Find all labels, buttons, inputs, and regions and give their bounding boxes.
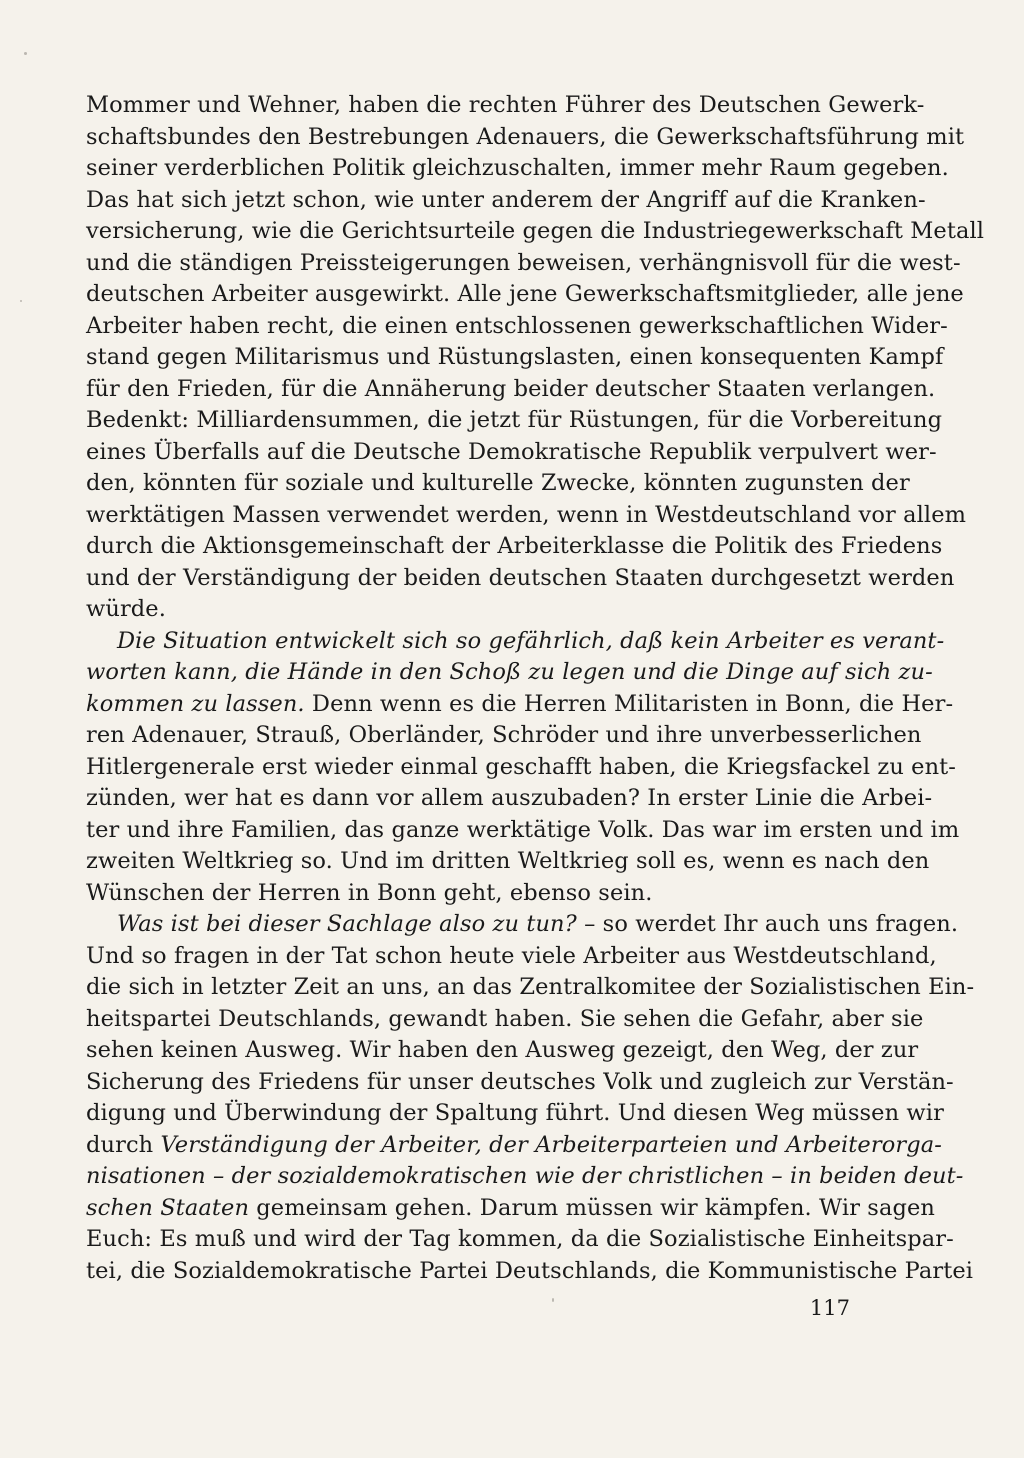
text-run: schaftsbundes den Bestrebungen Adenauers, die Gewerkschaftsführung mit	[86, 123, 965, 150]
text-line	[86, 153, 949, 185]
text-run: Sicherung des Friedens für unser deutsches Volk und zugleich zur Verstän-	[86, 1068, 954, 1095]
text-run: ter und ihre Familien, das ganze werktätige Volk. Das war im ersten und im	[86, 816, 960, 843]
text-line	[86, 594, 856, 626]
text-line	[86, 563, 955, 595]
text-run: heitspartei Deutschlands, gewandt haben. Sie sehen die Gefahr, aber sie	[86, 1005, 924, 1032]
text-line	[86, 342, 944, 374]
text-line	[86, 311, 948, 343]
text-line	[86, 405, 943, 437]
text-line	[86, 752, 957, 784]
text-run: durch die Aktionsgemeinschaft der Arbeiterklasse die Politik des Friedens	[86, 533, 943, 559]
text-run: Arbeiter haben recht, die einen entschlossenen gewerkschaftlichen Wider-	[86, 312, 948, 339]
text-run: Mommer und Wehner, haben die rechten Führer des Deutschen Gewerk-	[86, 92, 925, 118]
text-line	[86, 216, 985, 248]
text-run: und die ständigen Preissteigerungen beweisen, verhängnisvoll für die west-	[86, 249, 961, 276]
text-run: für den Frieden, für die Annäherung beider deutscher Staaten verlangen.	[86, 375, 936, 402]
text-line	[86, 846, 930, 878]
text-line	[86, 972, 975, 1004]
text-line	[86, 531, 943, 563]
text-run: sehen keinen Ausweg. Wir haben den Ausweg gezeigt, den Weg, der zur	[86, 1037, 919, 1063]
text-run: den, könnten für soziale und kulturelle Zwecke, könnten zugunsten der	[86, 470, 910, 496]
italic-text: Was ist bei dieser Sachlage also zu tun?	[117, 911, 577, 937]
text-line	[86, 909, 959, 941]
text-line	[86, 122, 965, 154]
italic-text: worten kann, die Hände in den Schoß zu legen und die Dinge auf sich zu-	[86, 659, 933, 685]
text-run: Euch: Es muß und wird der Tag kommen, da die Sozialistische Einheitspar-	[86, 1226, 954, 1252]
text-run: zünden, wer hat es dann vor allem auszubaden? In erster Linie die Arbei-	[86, 785, 933, 811]
text-line	[86, 1035, 919, 1067]
text-line	[86, 248, 961, 280]
text-run: eines Überfalls auf die Deutsche Demokratische Republik verpulvert wer-	[86, 438, 937, 465]
text-run: tei, die Sozialdemokratische Partei Deutschlands, die Kommunistische Partei	[86, 1257, 974, 1284]
text-run: und der Verständigung der beiden deutschen Staaten durchgesetzt werden	[86, 564, 955, 591]
text-run: Hitlergenerale erst wieder einmal geschafft haben, die Kriegsfackel zu ent-	[86, 753, 957, 780]
text-run: seiner verderblichen Politik gleichzuschalten, immer mehr Raum gegeben.	[86, 155, 949, 181]
text-line	[86, 1130, 942, 1162]
italic-text: kommen zu lassen.	[86, 690, 305, 717]
text-line	[86, 783, 933, 815]
paper-speck	[24, 52, 27, 55]
text-line	[86, 279, 964, 311]
text-line	[86, 1224, 954, 1256]
text-line	[86, 815, 960, 847]
page-number: 117	[809, 1296, 850, 1320]
text-run: deutschen Arbeiter ausgewirkt. Alle jene Gewerkschaftsmitglieder, alle jene	[86, 281, 964, 307]
paragraph	[86, 909, 975, 1287]
text-line	[86, 185, 926, 217]
text-line	[86, 90, 925, 122]
text-line	[86, 374, 936, 406]
text-run: zweiten Weltkrieg so. Und im dritten Weltkrieg soll es, wenn es nach den	[86, 848, 930, 874]
paragraph	[86, 90, 985, 626]
text-run: Das hat sich jetzt schon, wie unter anderem der Angriff auf die Kranken-	[86, 186, 926, 213]
text-line	[86, 878, 856, 910]
text-run: digung und Überwindung der Spaltung führt. Und diesen Weg müssen wir	[86, 1100, 944, 1126]
paper-speck	[552, 1298, 554, 1302]
text-line	[86, 1098, 944, 1130]
text-line	[86, 720, 922, 752]
text-line	[86, 1067, 954, 1099]
paper-speck	[20, 300, 22, 302]
text-line	[86, 1256, 974, 1288]
text-run: gemeinsam gehen. Darum müssen wir kämpfen. Wir sagen	[249, 1194, 935, 1221]
text-run: stand gegen Militarismus und Rüstungslasten, einen konsequenten Kampf	[86, 344, 944, 370]
italic-text: schen Staaten	[86, 1194, 250, 1221]
text-line	[86, 437, 937, 469]
text-line	[86, 1004, 924, 1036]
text-run: Bedenkt: Milliardensummen, die jetzt für Rüstungen, für die Vorbereitung	[86, 407, 943, 433]
paragraph	[86, 626, 960, 910]
text-line	[86, 689, 954, 721]
text-run: durch	[86, 1131, 161, 1158]
text-line	[86, 468, 910, 500]
text-run: werktätigen Massen verwendet werden, wenn in Westdeutschland vor allem	[86, 501, 967, 528]
text-run: Und so fragen in der Tat schon heute viele Arbeiter aus Westdeutschland,	[86, 942, 937, 969]
text-line	[86, 626, 945, 658]
text-run: versicherung, wie die Gerichtsurteile gegen die Industriegewerkschaft Metall	[86, 218, 985, 244]
text-run: – so werdet Ihr auch uns fragen.	[576, 911, 959, 937]
text-run: Wünschen der Herren in Bonn geht, ebenso sein.	[86, 879, 653, 906]
text-run: ren Adenauer, Strauß, Oberländer, Schröder und ihre unverbesserlichen	[86, 722, 922, 748]
italic-text: nisationen – der sozialdemokratischen wie der christlichen – in beiden deut-	[86, 1163, 964, 1189]
text-line	[86, 500, 967, 532]
text-run: würde.	[86, 596, 166, 622]
text-line	[86, 1193, 935, 1225]
body-text	[86, 90, 985, 1287]
italic-text: Die Situation entwickelt sich so gefährlich, daß kein Arbeiter es verant-	[117, 627, 945, 654]
italic-text: Verständigung der Arbeiter, der Arbeiterparteien und Arbeiterorga-	[160, 1131, 942, 1158]
text-run: die sich in letzter Zeit an uns, an das Zentralkomitee der Sozialistischen Ein-	[86, 974, 975, 1000]
text-line	[86, 1161, 964, 1193]
text-run: Denn wenn es die Herren Militaristen in Bonn, die Her-	[304, 690, 954, 717]
text-line	[86, 941, 937, 973]
text-line	[86, 657, 933, 689]
